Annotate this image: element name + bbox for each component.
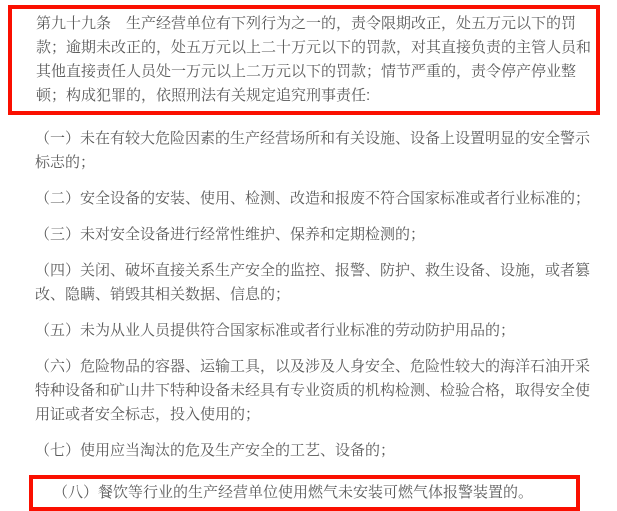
article-item-2: （二）安全设备的安装、使用、检测、改造和报废不符合国家标准或者行业标准的； bbox=[35, 190, 591, 207]
article-item-8: （八）餐饮等行业的生产经营单位使用燃气未安装可燃气体报警装置的。 bbox=[53, 484, 534, 501]
highlight-box-item-8 bbox=[29, 475, 580, 511]
article-item-1: （一）未在有较大危险因素的生产经营场所和有关设施、设备上设置明显的安全警示标志的； bbox=[35, 130, 591, 171]
article-item-7: （七）使用应当淘汰的危及生产安全的工艺、设备的； bbox=[35, 442, 396, 459]
article-item-6: （六）危险物品的容器、运输工具，以及涉及人身安全、危险性较大的海洋石油开采特种设备和矿山井下特种设备未经具有专业资质的机构检测、检验合格，取得安全使用证或者安全标志，投入使用的； bbox=[35, 358, 591, 423]
article-99-intro: 第九十九条 生产经营单位有下列行为之一的，责令限期改正，处五万元以下的罚款；逾期未改正的，处五万元以上二十万元以下的罚款，对其直接负责的主管人员和其他直接责任人员处一万元以上二万元以下的罚款；情节严重的，责令停产停业整顿；构成犯罪的，依照刑法有关规定追究刑事责任: bbox=[36, 15, 592, 104]
article-item-4: （四）关闭、破坏直接关系生产安全的监控、报警、防护、救生设备、设施，或者篡改、隐瞒、销毁其相关数据、信息的； bbox=[35, 262, 591, 303]
article-item-3: （三）未对安全设备进行经常性维护、保养和定期检测的； bbox=[35, 226, 426, 243]
highlight-box-article-99 bbox=[8, 5, 600, 115]
article-item-5: （五）未为从业人员提供符合国家标准或者行业标准的劳动防护用品的； bbox=[35, 322, 516, 339]
